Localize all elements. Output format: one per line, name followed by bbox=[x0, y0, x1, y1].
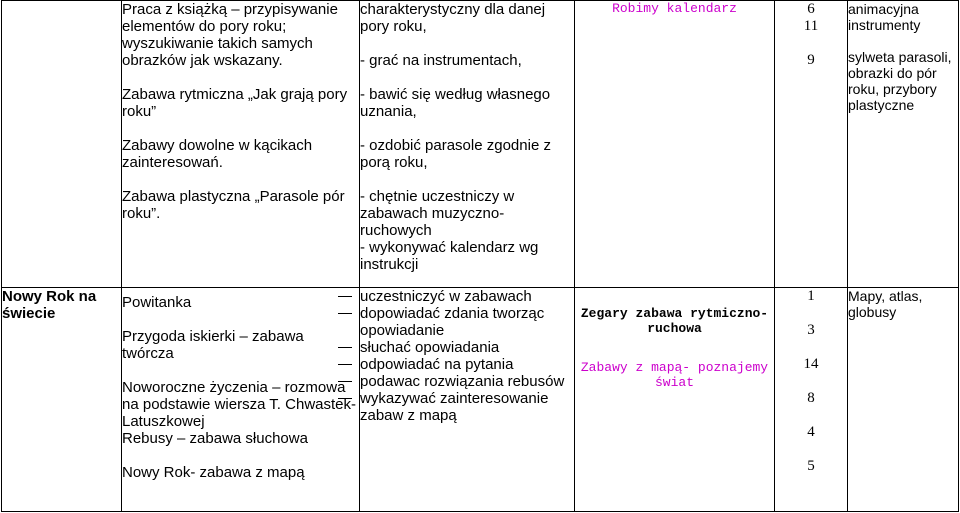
music-title: Zabawy z mapą- poznajemy świat bbox=[580, 360, 769, 390]
goal-item: - bawić się według własnego uznania, bbox=[360, 86, 551, 120]
activity-item: Zabawa plastyczna „Parasole pór roku”. bbox=[122, 188, 345, 222]
activities-cell bbox=[122, 1, 360, 288]
numbers-cell bbox=[775, 1, 848, 288]
goal-item: - grać na instrumentach, bbox=[360, 52, 522, 69]
lesson-plan-table bbox=[1, 0, 959, 512]
aids-cell bbox=[848, 1, 959, 288]
goal-item: - ozdobić parasole zgodnie z porą roku, bbox=[360, 137, 551, 171]
aids-cell bbox=[848, 288, 959, 512]
music-cell bbox=[575, 1, 775, 288]
goal-item: charakterystyczny dla danej pory roku, bbox=[360, 1, 546, 35]
table-row bbox=[2, 1, 959, 288]
aid-item: Mapy, atlas, globusy bbox=[848, 288, 923, 320]
numbers-cell bbox=[775, 288, 848, 512]
number-value: 9 bbox=[807, 52, 815, 68]
number-value: 6 11 bbox=[803, 1, 819, 34]
number-value: 1 bbox=[807, 288, 815, 304]
music-cell bbox=[575, 288, 775, 512]
number-value: 4 bbox=[807, 424, 815, 440]
goal-item: wykazywać zainteresowanie zabaw z mapą bbox=[360, 390, 574, 424]
goals-cell bbox=[360, 288, 575, 512]
topic-cell bbox=[2, 288, 122, 512]
goal-item: - chętnie uczestniczy w zabawach muzyczno-ruchowych - wykonywać kalendarz wg instrukcji bbox=[360, 188, 539, 273]
aid-item: animacyjna instrumenty bbox=[848, 1, 921, 33]
topic-cell-empty bbox=[2, 1, 122, 288]
activity-item: Przygoda iskierki – zabawa twórcza bbox=[122, 328, 304, 362]
goal-item: dopowiadać zdania tworząc opowiadanie bbox=[360, 305, 574, 339]
activity-item: Zabawa rytmiczna „Jak grają pory roku” bbox=[122, 86, 348, 120]
activity-item: Noworoczne życzenia – rozmowa na podstawie wiersza T. Chwastek-Latuszkowej Rebusy – zabawa słuchowa bbox=[122, 379, 356, 447]
aid-item: sylweta parasoli, obrazki do pór roku, przybory plastyczne bbox=[848, 49, 952, 113]
goals-cell bbox=[360, 1, 575, 288]
goal-item: podawac rozwiązania rebusów bbox=[360, 373, 574, 390]
number-value: 3 bbox=[807, 322, 815, 338]
goal-item: odpowiadać na pytania bbox=[360, 356, 574, 373]
music-title: Zegary zabawa rytmiczno-ruchowa bbox=[580, 306, 769, 336]
topic-title: Nowy Rok na świecie bbox=[2, 288, 97, 322]
goal-item: uczestniczyć w zabawach bbox=[360, 288, 574, 305]
activity-item: Nowy Rok- zabawa z mapą bbox=[122, 464, 305, 481]
number-value: 14 bbox=[803, 356, 819, 372]
activities-cell bbox=[122, 288, 360, 512]
table-row bbox=[2, 288, 959, 512]
music-title: Robimy kalendarz bbox=[612, 1, 737, 16]
activity-item: Praca z książką – przypisywanie elementów do pory roku; wyszukiwanie takich samych obrazków jak wskazany. bbox=[122, 1, 338, 69]
number-value: 5 bbox=[807, 458, 815, 474]
activity-item: Powitanka bbox=[122, 294, 192, 311]
goal-item: słuchać opowiadania bbox=[360, 339, 574, 356]
activity-item: Zabawy dowolne w kącikach zainteresowań. bbox=[122, 137, 313, 171]
number-value: 8 bbox=[807, 390, 815, 406]
